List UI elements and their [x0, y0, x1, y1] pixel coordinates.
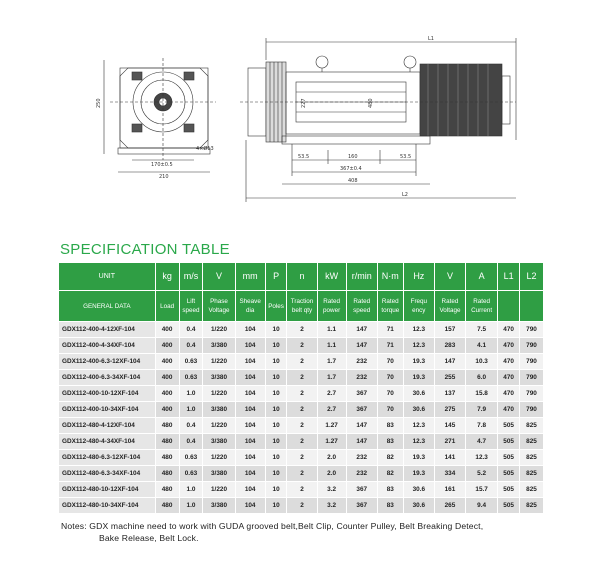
value-cell: 104 — [236, 338, 265, 353]
value-cell: 1.0 — [180, 386, 203, 401]
table-row — [59, 354, 543, 369]
dim-d2: 160 — [348, 154, 358, 160]
dim-h2: 480 — [368, 98, 374, 108]
value-cell: 2.7 — [318, 386, 346, 401]
header-name-label — [520, 291, 543, 321]
header-name-cell — [435, 291, 465, 321]
header-name-label: Rated Current — [471, 298, 493, 314]
header-unit-cell: n — [287, 263, 316, 290]
value-cell: 2.0 — [318, 466, 346, 481]
value-cell: 480 — [156, 466, 179, 481]
value-cell: 7.5 — [466, 322, 497, 337]
value-cell: 3/380 — [203, 370, 234, 385]
model-cell: GDX112-400-10-34XF-104 — [59, 402, 155, 417]
value-cell: 104 — [236, 450, 265, 465]
value-cell: 283 — [435, 338, 465, 353]
dim-end-height: 250 — [96, 98, 102, 108]
value-cell: 470 — [498, 402, 519, 417]
dim-d1: 53.5 — [298, 154, 310, 160]
value-cell: 275 — [435, 402, 465, 417]
value-cell: 2 — [287, 482, 316, 497]
value-cell: 825 — [520, 498, 543, 513]
value-cell: 10 — [266, 338, 287, 353]
value-cell: 1.0 — [180, 498, 203, 513]
value-cell: 6.0 — [466, 370, 497, 385]
value-cell: 790 — [520, 322, 543, 337]
value-cell: 10 — [266, 466, 287, 481]
value-cell: 334 — [435, 466, 465, 481]
value-cell: 147 — [435, 354, 465, 369]
value-cell: 2 — [287, 386, 316, 401]
value-cell: 71 — [378, 322, 403, 337]
value-cell: 15.7 — [466, 482, 497, 497]
value-cell: 10 — [266, 498, 287, 513]
dim-h1: 227 — [301, 98, 307, 108]
dim-l2: L2 — [402, 192, 408, 198]
dim-l1: L1 — [428, 36, 434, 42]
value-cell: 0.63 — [180, 354, 203, 369]
header-name-cell — [156, 291, 179, 321]
header-unit-cell: mm — [236, 263, 265, 290]
end-view-bolt — [132, 72, 142, 80]
value-cell: 2 — [287, 402, 316, 417]
value-cell: 3/380 — [203, 338, 234, 353]
dim-d4: 367±0.4 — [340, 166, 362, 172]
notes-line-2: Bake Release, Belt Lock. — [99, 533, 199, 543]
value-cell: 4.1 — [466, 338, 497, 353]
value-cell: 232 — [347, 354, 377, 369]
value-cell: 480 — [156, 418, 179, 433]
value-cell: 15.8 — [466, 386, 497, 401]
section-title: SPECIFICATION TABLE — [60, 241, 230, 258]
value-cell: 1.0 — [180, 482, 203, 497]
value-cell: 3/380 — [203, 466, 234, 481]
value-cell: 400 — [156, 354, 179, 369]
value-cell: 19.3 — [404, 354, 434, 369]
value-cell: 400 — [156, 338, 179, 353]
header-name-cell — [203, 291, 234, 321]
header-unit-cell: N·m — [378, 263, 403, 290]
header-name-cell — [466, 291, 497, 321]
header-name-label: Rated Voltage — [439, 298, 461, 314]
value-cell: 10 — [266, 482, 287, 497]
header-unit-cell: kg — [156, 263, 179, 290]
value-cell: 10 — [266, 322, 287, 337]
value-cell: 104 — [236, 482, 265, 497]
value-cell: 145 — [435, 418, 465, 433]
value-cell: 265 — [435, 498, 465, 513]
value-cell: 30.6 — [404, 386, 434, 401]
header-name-cell — [498, 291, 519, 321]
value-cell: 825 — [520, 418, 543, 433]
value-cell: 480 — [156, 450, 179, 465]
value-cell: 7.8 — [466, 418, 497, 433]
value-cell: 70 — [378, 354, 403, 369]
side-view-base — [282, 136, 430, 144]
lifting-eye — [316, 56, 328, 68]
header-name-cell — [520, 291, 543, 321]
value-cell: 10 — [266, 402, 287, 417]
header-unit-cell: UNIT — [59, 263, 155, 290]
value-cell: 12.3 — [404, 418, 434, 433]
value-cell: 1.7 — [318, 354, 346, 369]
value-cell: 12.3 — [404, 434, 434, 449]
end-view-bolt — [184, 124, 194, 132]
model-cell: GDX112-400-6.3-12XF-104 — [59, 354, 155, 369]
header-name-label: Rated power — [323, 298, 341, 314]
value-cell: 400 — [156, 322, 179, 337]
header-name-cell — [378, 291, 403, 321]
value-cell: 3/380 — [203, 434, 234, 449]
value-cell: 232 — [347, 466, 377, 481]
header-name-cell — [287, 291, 316, 321]
value-cell: 104 — [236, 418, 265, 433]
value-cell: 147 — [347, 434, 377, 449]
header-name-label: Lift speed — [182, 298, 200, 314]
notes-line-1: Notes: GDX machine need to work with GUDA grooved belt,Belt Clip, Counter Pulley, Belt Breaking Detect, — [61, 521, 484, 531]
value-cell: 505 — [498, 434, 519, 449]
machine-drawing — [0, 0, 616, 235]
value-cell: 82 — [378, 450, 403, 465]
model-cell: GDX112-480-10-12XF-104 — [59, 482, 155, 497]
value-cell: 400 — [156, 370, 179, 385]
value-cell: 2 — [287, 434, 316, 449]
header-unit-cell: L2 — [520, 263, 543, 290]
header-unit-cell: V — [203, 263, 234, 290]
value-cell: 2 — [287, 466, 316, 481]
value-cell: 1.27 — [318, 418, 346, 433]
value-cell: 7.9 — [466, 402, 497, 417]
value-cell: 1.1 — [318, 338, 346, 353]
value-cell: 1/220 — [203, 354, 234, 369]
value-cell: 470 — [498, 386, 519, 401]
model-cell: GDX112-400-4-12XF-104 — [59, 322, 155, 337]
value-cell: 10.3 — [466, 354, 497, 369]
dim-end-width: 210 — [159, 174, 169, 180]
value-cell: 367 — [347, 498, 377, 513]
table-row — [59, 434, 543, 449]
header-name-cell — [180, 291, 203, 321]
value-cell: 10 — [266, 418, 287, 433]
value-cell: 71 — [378, 338, 403, 353]
value-cell: 0.4 — [180, 322, 203, 337]
header-name-label — [498, 291, 519, 321]
header-units-row — [59, 263, 543, 290]
value-cell: 400 — [156, 402, 179, 417]
table-row — [59, 370, 543, 385]
value-cell: 367 — [347, 386, 377, 401]
header-name-cell — [59, 291, 155, 321]
header-name-cell — [236, 291, 265, 321]
value-cell: 0.4 — [180, 418, 203, 433]
value-cell: 1.27 — [318, 434, 346, 449]
dim-d3: 53.5 — [400, 154, 412, 160]
value-cell: 10 — [266, 370, 287, 385]
value-cell: 19.3 — [404, 466, 434, 481]
header-name-label: Sheave dia — [239, 298, 261, 314]
value-cell: 82 — [378, 466, 403, 481]
value-cell: 790 — [520, 354, 543, 369]
value-cell: 147 — [347, 418, 377, 433]
value-cell: 825 — [520, 466, 543, 481]
value-cell: 1.1 — [318, 322, 346, 337]
table-row — [59, 482, 543, 497]
value-cell: 1/220 — [203, 386, 234, 401]
side-view-motor — [420, 64, 502, 136]
header-name-label: Frequ ency — [410, 298, 428, 314]
end-view-bolt — [184, 72, 194, 80]
value-cell: 790 — [520, 338, 543, 353]
value-cell: 2 — [287, 338, 316, 353]
model-cell: GDX112-400-10-12XF-104 — [59, 386, 155, 401]
header-name-cell — [347, 291, 377, 321]
value-cell: 70 — [378, 370, 403, 385]
value-cell: 19.3 — [404, 450, 434, 465]
notes — [61, 520, 483, 544]
value-cell: 2 — [287, 450, 316, 465]
value-cell: 0.63 — [180, 370, 203, 385]
value-cell: 1.0 — [180, 402, 203, 417]
header-unit-cell: r/min — [347, 263, 377, 290]
dim-d5: 408 — [348, 178, 358, 184]
value-cell: 1/220 — [203, 418, 234, 433]
table-row — [59, 450, 543, 465]
value-cell: 790 — [520, 402, 543, 417]
value-cell: 1/220 — [203, 450, 234, 465]
value-cell: 10 — [266, 450, 287, 465]
model-cell: GDX112-480-4-12XF-104 — [59, 418, 155, 433]
value-cell: 505 — [498, 482, 519, 497]
header-unit-cell: P — [266, 263, 287, 290]
spec-table — [58, 262, 544, 514]
value-cell: 70 — [378, 402, 403, 417]
table-row — [59, 466, 543, 481]
header-unit-cell: m/s — [180, 263, 203, 290]
value-cell: 480 — [156, 434, 179, 449]
value-cell: 147 — [347, 338, 377, 353]
value-cell: 30.6 — [404, 482, 434, 497]
value-cell: 825 — [520, 482, 543, 497]
value-cell: 104 — [236, 498, 265, 513]
value-cell: 825 — [520, 450, 543, 465]
header-name-label: Load — [160, 302, 175, 310]
value-cell: 3.2 — [318, 498, 346, 513]
value-cell: 400 — [156, 386, 179, 401]
header-name-label: Phase Voltage — [208, 298, 230, 314]
value-cell: 0.4 — [180, 434, 203, 449]
value-cell: 161 — [435, 482, 465, 497]
value-cell: 4.7 — [466, 434, 497, 449]
lifting-eye — [404, 56, 416, 68]
header-name-cell — [404, 291, 434, 321]
value-cell: 2.0 — [318, 450, 346, 465]
value-cell: 83 — [378, 418, 403, 433]
value-cell: 2 — [287, 498, 316, 513]
value-cell: 3/380 — [203, 498, 234, 513]
value-cell: 2.7 — [318, 402, 346, 417]
value-cell: 0.63 — [180, 466, 203, 481]
model-cell: GDX112-400-6.3-34XF-104 — [59, 370, 155, 385]
value-cell: 470 — [498, 370, 519, 385]
model-cell: GDX112-480-6.3-34XF-104 — [59, 466, 155, 481]
value-cell: 104 — [236, 434, 265, 449]
value-cell: 141 — [435, 450, 465, 465]
value-cell: 825 — [520, 434, 543, 449]
value-cell: 232 — [347, 370, 377, 385]
value-cell: 19.3 — [404, 370, 434, 385]
value-cell: 147 — [347, 322, 377, 337]
value-cell: 3.2 — [318, 482, 346, 497]
value-cell: 5.2 — [466, 466, 497, 481]
value-cell: 271 — [435, 434, 465, 449]
table-row — [59, 322, 543, 337]
value-cell: 0.63 — [180, 450, 203, 465]
value-cell: 1/220 — [203, 482, 234, 497]
dim-end-base: 170±0.5 — [151, 162, 173, 168]
end-view-bolt — [132, 124, 142, 132]
model-cell: GDX112-480-10-34XF-104 — [59, 498, 155, 513]
value-cell: 470 — [498, 354, 519, 369]
value-cell: 367 — [347, 402, 377, 417]
value-cell: 104 — [236, 386, 265, 401]
value-cell: 790 — [520, 370, 543, 385]
value-cell: 12.3 — [404, 338, 434, 353]
value-cell: 104 — [236, 354, 265, 369]
header-name-label: Rated torque — [381, 298, 400, 314]
value-cell: 0.4 — [180, 338, 203, 353]
header-name-label: GENERAL DATA — [83, 302, 131, 310]
header-name-cell — [266, 291, 287, 321]
value-cell: 1/220 — [203, 322, 234, 337]
header-name-label: Rated speed — [353, 298, 371, 314]
value-cell: 255 — [435, 370, 465, 385]
value-cell: 470 — [498, 338, 519, 353]
header-unit-cell: L1 — [498, 263, 519, 290]
value-cell: 2 — [287, 322, 316, 337]
value-cell: 367 — [347, 482, 377, 497]
header-unit-cell: Hz — [404, 263, 434, 290]
table-row — [59, 386, 543, 401]
header-unit-cell: A — [466, 263, 497, 290]
header-unit-cell: kW — [318, 263, 346, 290]
table-row — [59, 498, 543, 513]
value-cell: 10 — [266, 386, 287, 401]
value-cell: 70 — [378, 386, 403, 401]
value-cell: 137 — [435, 386, 465, 401]
header-names-row — [59, 291, 543, 321]
value-cell: 470 — [498, 322, 519, 337]
value-cell: 12.3 — [404, 322, 434, 337]
value-cell: 104 — [236, 370, 265, 385]
value-cell: 10 — [266, 434, 287, 449]
header-name-cell — [318, 291, 346, 321]
table-row — [59, 418, 543, 433]
header-unit-cell: V — [435, 263, 465, 290]
value-cell: 480 — [156, 482, 179, 497]
side-view-encoder — [502, 76, 510, 124]
model-cell: GDX112-480-6.3-12XF-104 — [59, 450, 155, 465]
value-cell: 505 — [498, 450, 519, 465]
value-cell: 10 — [266, 354, 287, 369]
value-cell: 3/380 — [203, 402, 234, 417]
value-cell: 2 — [287, 370, 316, 385]
value-cell: 30.6 — [404, 402, 434, 417]
value-cell: 9.4 — [466, 498, 497, 513]
value-cell: 157 — [435, 322, 465, 337]
model-cell: GDX112-480-4-34XF-104 — [59, 434, 155, 449]
value-cell: 2 — [287, 418, 316, 433]
header-name-label: Traction belt qty — [290, 298, 314, 314]
header-name-label: Poles — [268, 302, 284, 310]
value-cell: 104 — [236, 402, 265, 417]
value-cell: 232 — [347, 450, 377, 465]
value-cell: 104 — [236, 322, 265, 337]
value-cell: 1.7 — [318, 370, 346, 385]
value-cell: 505 — [498, 466, 519, 481]
value-cell: 12.3 — [466, 450, 497, 465]
value-cell: 480 — [156, 498, 179, 513]
value-cell: 104 — [236, 466, 265, 481]
value-cell: 505 — [498, 418, 519, 433]
value-cell: 83 — [378, 434, 403, 449]
value-cell: 83 — [378, 482, 403, 497]
value-cell: 83 — [378, 498, 403, 513]
value-cell: 505 — [498, 498, 519, 513]
value-cell: 30.6 — [404, 498, 434, 513]
dim-end-hole: 4×Ø13 — [196, 146, 214, 152]
value-cell: 2 — [287, 354, 316, 369]
table-row — [59, 338, 543, 353]
table-row — [59, 402, 543, 417]
model-cell: GDX112-400-4-34XF-104 — [59, 338, 155, 353]
value-cell: 790 — [520, 386, 543, 401]
